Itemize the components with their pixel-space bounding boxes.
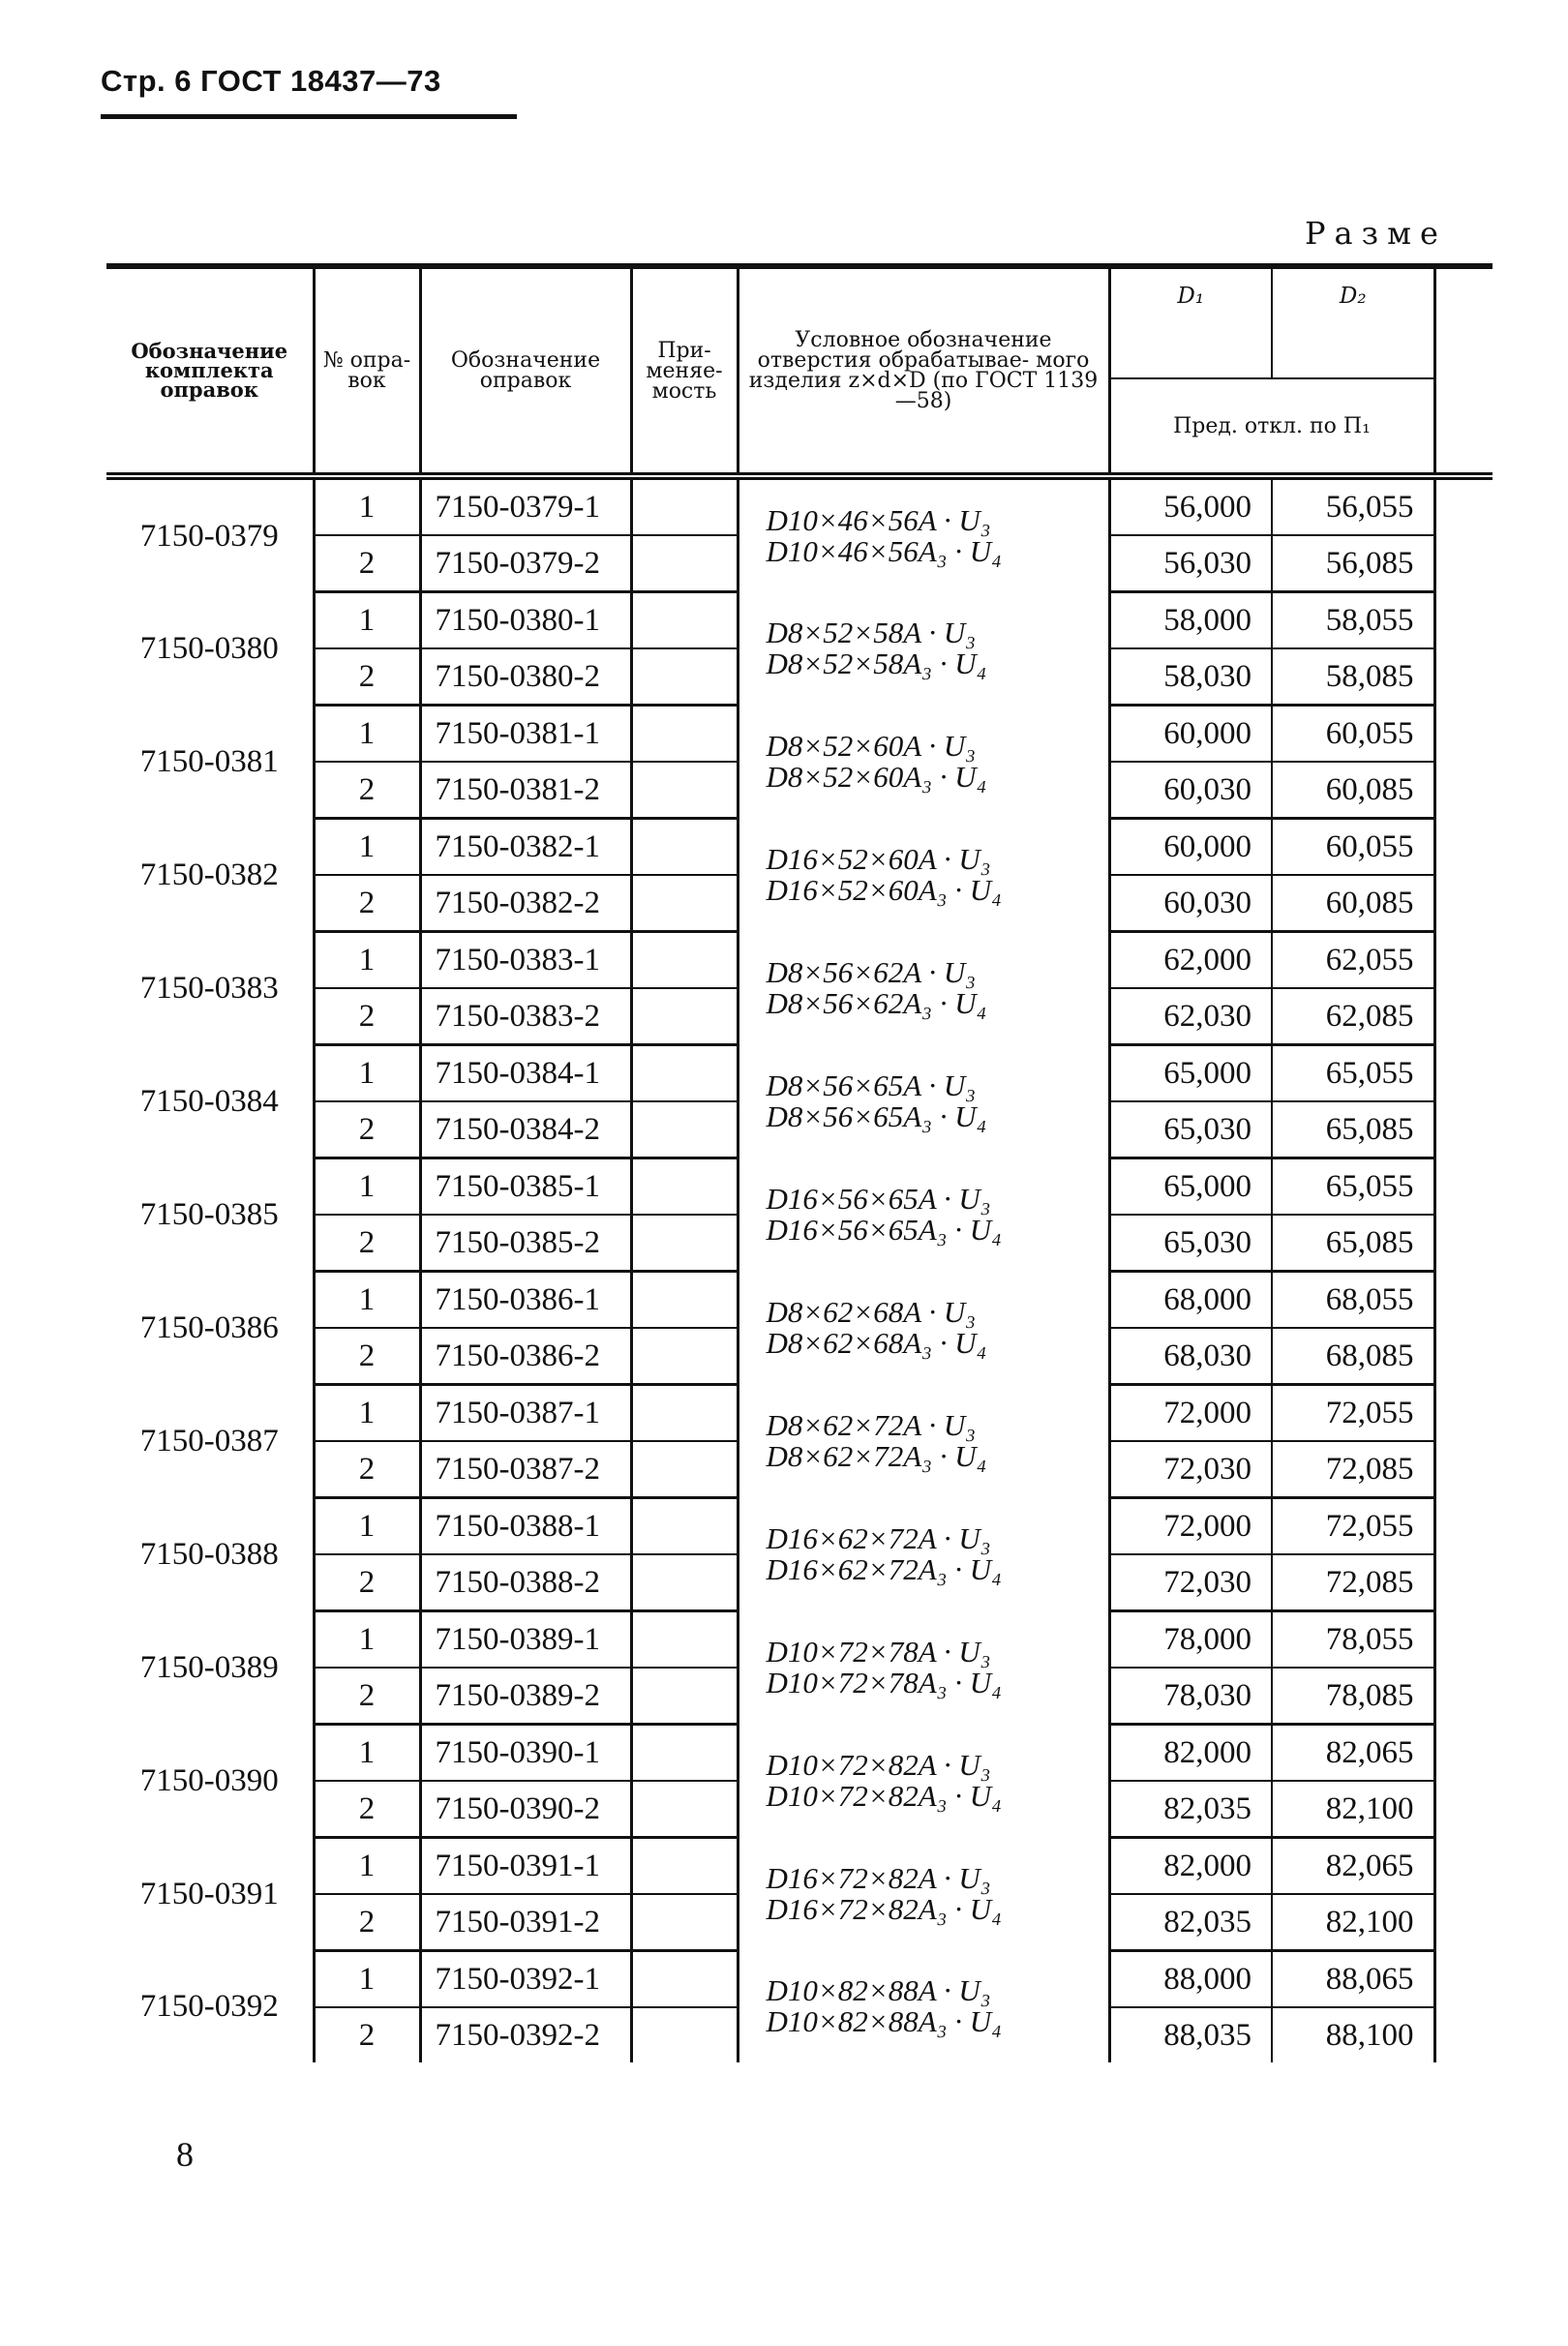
blank-cell (1434, 648, 1493, 706)
table-row (106, 1498, 1493, 1555)
mandrel-designation: 7150-0380-1 (420, 592, 631, 649)
mandrel-designation: 7150-0392-2 (420, 2007, 631, 2062)
table-row (106, 1838, 1493, 1895)
col-kit-header: Обозначение комплекта оправок (106, 266, 314, 476)
mandrel-number: 2 (314, 988, 420, 1045)
blank-cell (1434, 535, 1493, 592)
table-row (106, 1272, 1493, 1329)
d1-value: 88,035 (1109, 2007, 1272, 2062)
d2-value: 56,055 (1272, 476, 1434, 535)
section-label: Разме (1305, 215, 1447, 252)
col-blank-header (1434, 266, 1493, 476)
d1-value: 60,000 (1109, 706, 1272, 763)
hole-designation (738, 819, 1109, 932)
hole-designation-line: D16×52×60A₃ · U₄ (766, 873, 1002, 907)
blank-cell (1434, 1101, 1493, 1158)
applicability-cell (631, 1668, 738, 1725)
mandrel-designation: 7150-0389-1 (420, 1611, 631, 1669)
applicability-cell (631, 1328, 738, 1385)
hole-designation-line: D8×52×58A₃ · U₄ (766, 647, 987, 680)
hole-designation (738, 1725, 1109, 1838)
header-rule (101, 114, 517, 119)
kit-designation: 7150-0389 (139, 1650, 279, 1685)
table-row (106, 706, 1493, 763)
mandrel-number: 1 (314, 1045, 420, 1102)
hole-designation (738, 1838, 1109, 1951)
kit-designation: 7150-0385 (139, 1197, 279, 1232)
table-row (106, 1158, 1493, 1216)
hole-designation-line: D16×52×60A · U₃ (766, 842, 991, 876)
mandrel-number: 2 (314, 535, 420, 592)
hole-designation (738, 592, 1109, 706)
dimensions-table (106, 263, 1493, 2062)
d1-value: 72,000 (1109, 1385, 1272, 1442)
d1-value: 65,000 (1109, 1158, 1272, 1216)
d2-value: 72,055 (1272, 1385, 1434, 1442)
kit-designation: 7150-0382 (139, 857, 279, 892)
mandrel-designation: 7150-0384-2 (420, 1101, 631, 1158)
d1-value: 60,030 (1109, 762, 1272, 819)
blank-cell (1434, 1951, 1493, 2008)
hole-designation (738, 1385, 1109, 1498)
mandrel-designation: 7150-0386-2 (420, 1328, 631, 1385)
kit-designation: 7150-0391 (139, 1877, 279, 1911)
applicability-cell (631, 1498, 738, 1555)
mandrel-designation: 7150-0380-2 (420, 648, 631, 706)
d2-value: 72,085 (1272, 1554, 1434, 1611)
applicability-cell (631, 706, 738, 763)
col-num-header: № опра- вок (314, 266, 420, 476)
kit-designation: 7150-0384 (139, 1084, 279, 1119)
kit-designation: 7150-0387 (139, 1424, 279, 1459)
hole-designation-line: D8×52×60A · U₃ (766, 729, 977, 763)
hole-designation-line: D16×56×65A₃ · U₄ (766, 1213, 1002, 1247)
blank-cell (1434, 1554, 1493, 1611)
hole-designation (738, 1611, 1109, 1725)
applicability-cell (631, 875, 738, 932)
applicability-cell (631, 1894, 738, 1951)
col-tolerance-header: Пред. откл. по П₁ (1109, 378, 1434, 476)
blank-cell (1434, 1045, 1493, 1102)
table-row (106, 1045, 1493, 1102)
hole-designation-line: D8×62×72A · U₃ (766, 1408, 977, 1442)
mandrel-number: 1 (314, 932, 420, 989)
d1-value: 72,030 (1109, 1554, 1272, 1611)
hole-designation-line: D8×56×62A₃ · U₄ (766, 986, 987, 1020)
mandrel-designation: 7150-0388-1 (420, 1498, 631, 1555)
blank-cell (1434, 932, 1493, 989)
d1-value: 88,000 (1109, 1951, 1272, 2008)
kit-designation: 7150-0383 (139, 971, 279, 1006)
applicability-cell (631, 1272, 738, 1329)
blank-cell (1434, 1781, 1493, 1838)
d2-value: 88,065 (1272, 1951, 1434, 2008)
blank-cell (1434, 1894, 1493, 1951)
mandrel-designation: 7150-0382-2 (420, 875, 631, 932)
d2-value: 72,085 (1272, 1441, 1434, 1498)
mandrel-number: 1 (314, 1951, 420, 2008)
applicability-cell (631, 1045, 738, 1102)
applicability-cell (631, 1215, 738, 1272)
mandrel-designation: 7150-0387-1 (420, 1385, 631, 1442)
hole-designation-line: D10×82×88A₃ · U₄ (766, 2004, 1002, 2039)
table-row (106, 819, 1493, 876)
mandrel-designation: 7150-0391-2 (420, 1894, 631, 1951)
applicability-cell (631, 1951, 738, 2008)
d1-value: 56,030 (1109, 535, 1272, 592)
mandrel-designation: 7150-0392-1 (420, 1951, 631, 2008)
mandrel-designation: 7150-0381-1 (420, 706, 631, 763)
applicability-cell (631, 819, 738, 876)
applicability-cell (631, 932, 738, 989)
blank-cell (1434, 1838, 1493, 1895)
hole-designation-line: D10×46×56A · U₃ (766, 502, 991, 537)
blank-cell (1434, 2007, 1493, 2062)
d2-value: 65,085 (1272, 1101, 1434, 1158)
mandrel-designation: 7150-0391-1 (420, 1838, 631, 1895)
hole-designation-line: D10×72×78A · U₃ (766, 1635, 991, 1669)
mandrel-number: 2 (314, 762, 420, 819)
blank-cell (1434, 988, 1493, 1045)
blank-cell (1434, 762, 1493, 819)
hole-designation-line: D8×56×65A₃ · U₄ (766, 1099, 987, 1133)
d1-value: 68,000 (1109, 1272, 1272, 1329)
mandrel-number: 2 (314, 875, 420, 932)
mandrel-designation: 7150-0388-2 (420, 1554, 631, 1611)
blank-cell (1434, 1498, 1493, 1555)
d1-value: 58,000 (1109, 592, 1272, 649)
hole-designation-line: D8×52×58A · U₃ (766, 616, 977, 649)
col-d2-header: D₂ (1272, 266, 1434, 378)
hole-designation-line: D8×56×62A · U₃ (766, 955, 977, 989)
blank-cell (1434, 592, 1493, 649)
blank-cell (1434, 1441, 1493, 1498)
hole-designation-line: D10×82×88A · U₃ (766, 1973, 991, 2008)
mandrel-designation: 7150-0384-1 (420, 1045, 631, 1102)
mandrel-number: 2 (314, 1101, 420, 1158)
d2-value: 60,085 (1272, 875, 1434, 932)
hole-designation (738, 1045, 1109, 1158)
applicability-cell (631, 1781, 738, 1838)
d1-value: 62,030 (1109, 988, 1272, 1045)
page-number: 8 (176, 2135, 194, 2174)
table-row (106, 1385, 1493, 1442)
applicability-cell (631, 988, 738, 1045)
applicability-cell (631, 762, 738, 819)
mandrel-number: 1 (314, 819, 420, 876)
mandrel-number: 2 (314, 1554, 420, 1611)
d1-value: 82,035 (1109, 1781, 1272, 1838)
d2-value: 60,085 (1272, 762, 1434, 819)
hole-designation-line: D10×72×78A₃ · U₄ (766, 1666, 1002, 1699)
mandrel-designation: 7150-0386-1 (420, 1272, 631, 1329)
hole-designation (738, 1158, 1109, 1272)
d1-value: 58,030 (1109, 648, 1272, 706)
table-row (106, 932, 1493, 989)
d1-value: 68,030 (1109, 1328, 1272, 1385)
d2-value: 65,085 (1272, 1215, 1434, 1272)
hole-designation-line: D8×62×72A₃ · U₄ (766, 1439, 987, 1473)
d1-value: 82,035 (1109, 1894, 1272, 1951)
hole-designation-line: D8×62×68A · U₃ (766, 1295, 977, 1329)
d2-value: 58,085 (1272, 648, 1434, 706)
mandrel-designation: 7150-0389-2 (420, 1668, 631, 1725)
blank-cell (1434, 706, 1493, 763)
mandrel-number: 1 (314, 476, 420, 535)
d2-value: 65,055 (1272, 1158, 1434, 1216)
d2-value: 82,100 (1272, 1781, 1434, 1838)
table-row (106, 476, 1493, 535)
mandrel-designation: 7150-0385-2 (420, 1215, 631, 1272)
d2-value: 78,055 (1272, 1611, 1434, 1669)
hole-designation (738, 1951, 1109, 2063)
kit-designation: 7150-0381 (139, 744, 279, 779)
mandrel-number: 2 (314, 1894, 420, 1951)
mandrel-designation: 7150-0387-2 (420, 1441, 631, 1498)
col-d1-header: D₁ (1109, 266, 1272, 378)
table-row (106, 1725, 1493, 1782)
blank-cell (1434, 1668, 1493, 1725)
kit-designation: 7150-0390 (139, 1763, 279, 1798)
mandrel-number: 1 (314, 1272, 420, 1329)
d1-value: 78,030 (1109, 1668, 1272, 1725)
blank-cell (1434, 476, 1493, 535)
d2-value: 72,055 (1272, 1498, 1434, 1555)
d2-value: 68,085 (1272, 1328, 1434, 1385)
d1-value: 60,000 (1109, 819, 1272, 876)
applicability-cell (631, 1838, 738, 1895)
applicability-cell (631, 1385, 738, 1442)
kit-designation: 7150-0388 (139, 1537, 279, 1572)
mandrel-designation: 7150-0390-1 (420, 1725, 631, 1782)
hole-designation (738, 706, 1109, 819)
hole-designation-line: D16×72×82A · U₃ (766, 1861, 991, 1895)
d2-value: 68,055 (1272, 1272, 1434, 1329)
applicability-cell (631, 535, 738, 592)
blank-cell (1434, 1611, 1493, 1669)
kit-designation: 7150-0379 (106, 476, 314, 592)
hole-designation (738, 1498, 1109, 1611)
mandrel-number: 1 (314, 706, 420, 763)
applicability-cell (631, 2007, 738, 2062)
blank-cell (1434, 1272, 1493, 1329)
d1-value: 82,000 (1109, 1838, 1272, 1895)
hole-designation-line: D16×62×72A₃ · U₄ (766, 1552, 1002, 1586)
applicability-cell (631, 476, 738, 535)
mandrel-designation: 7150-0390-2 (420, 1781, 631, 1838)
mandrel-number: 2 (314, 1441, 420, 1498)
d1-value: 72,000 (1109, 1498, 1272, 1555)
blank-cell (1434, 875, 1493, 932)
d2-value: 78,085 (1272, 1668, 1434, 1725)
applicability-cell (631, 1725, 738, 1782)
d1-value: 56,000 (1109, 476, 1272, 535)
blank-cell (1434, 819, 1493, 876)
table-row (106, 1951, 1493, 2008)
col-applicability-header: При- меняе- мость (631, 266, 738, 476)
mandrel-number: 1 (314, 1385, 420, 1442)
d1-value: 72,030 (1109, 1441, 1272, 1498)
col-designation-header: Условное обозначение отверстия обрабатывае- мого изделия z×d×D (по ГОСТ 1139—58) (738, 266, 1109, 476)
applicability-cell (631, 1158, 738, 1216)
d1-value: 65,000 (1109, 1045, 1272, 1102)
col-mandrel-header: Обозначение оправок (420, 266, 631, 476)
applicability-cell (631, 648, 738, 706)
mandrel-designation: 7150-0385-1 (420, 1158, 631, 1216)
applicability-cell (631, 1554, 738, 1611)
hole-designation-line: D8×52×60A₃ · U₄ (766, 760, 987, 794)
table-row (106, 1611, 1493, 1669)
mandrel-number: 2 (314, 1668, 420, 1725)
mandrel-number: 2 (314, 648, 420, 706)
mandrel-number: 2 (314, 1328, 420, 1385)
mandrel-number: 2 (314, 1781, 420, 1838)
d1-value: 62,000 (1109, 932, 1272, 989)
mandrel-designation: 7150-0383-2 (420, 988, 631, 1045)
hole-designation-line: D8×62×68A₃ · U₄ (766, 1326, 987, 1360)
mandrel-number: 1 (314, 1611, 420, 1669)
mandrel-designation: 7150-0383-1 (420, 932, 631, 989)
applicability-cell (631, 1441, 738, 1498)
mandrel-designation: 7150-0382-1 (420, 819, 631, 876)
hole-designation-line: D10×46×56A₃ · U₄ (766, 533, 1002, 568)
d1-value: 78,000 (1109, 1611, 1272, 1669)
mandrel-number: 1 (314, 1725, 420, 1782)
hole-designation (738, 476, 1109, 592)
d2-value: 82,065 (1272, 1725, 1434, 1782)
mandrel-designation: 7150-0379-2 (420, 535, 631, 592)
hole-designation-line: D16×56×65A · U₃ (766, 1182, 991, 1216)
applicability-cell (631, 1101, 738, 1158)
d1-value: 65,030 (1109, 1101, 1272, 1158)
d2-value: 62,055 (1272, 932, 1434, 989)
d2-value: 62,085 (1272, 988, 1434, 1045)
mandrel-number: 2 (314, 1215, 420, 1272)
mandrel-number: 1 (314, 1838, 420, 1895)
kit-designation: 7150-0392 (139, 1989, 279, 2025)
blank-cell (1434, 1158, 1493, 1216)
table-body (106, 476, 1493, 2062)
applicability-cell (631, 1611, 738, 1669)
hole-designation-line: D16×62×72A · U₃ (766, 1521, 991, 1555)
d2-value: 60,055 (1272, 706, 1434, 763)
d2-value: 60,055 (1272, 819, 1434, 876)
d2-value: 56,085 (1272, 535, 1434, 592)
d1-value: 82,000 (1109, 1725, 1272, 1782)
hole-designation-line: D8×56×65A · U₃ (766, 1068, 977, 1102)
kit-designation: 7150-0380 (139, 631, 279, 666)
blank-cell (1434, 1328, 1493, 1385)
d2-value: 82,100 (1272, 1894, 1434, 1951)
mandrel-number: 1 (314, 1498, 420, 1555)
hole-designation (738, 932, 1109, 1045)
hole-designation-line: D10×72×82A₃ · U₄ (766, 1779, 1002, 1813)
d1-value: 60,030 (1109, 875, 1272, 932)
applicability-cell (631, 592, 738, 649)
mandrel-designation: 7150-0381-2 (420, 762, 631, 819)
blank-cell (1434, 1725, 1493, 1782)
hole-designation-line: D16×72×82A₃ · U₄ (766, 1892, 1002, 1926)
hole-designation-line: D10×72×82A · U₃ (766, 1748, 991, 1782)
d2-value: 58,055 (1272, 592, 1434, 649)
mandrel-number: 1 (314, 1158, 420, 1216)
kit-designation: 7150-0386 (139, 1310, 279, 1345)
d2-value: 65,055 (1272, 1045, 1434, 1102)
d2-value: 82,065 (1272, 1838, 1434, 1895)
d2-value: 88,100 (1272, 2007, 1434, 2062)
mandrel-number: 1 (314, 592, 420, 649)
page-header: Стр. 6 ГОСТ 18437—73 (101, 64, 441, 98)
d1-value: 65,030 (1109, 1215, 1272, 1272)
mandrel-number: 2 (314, 2007, 420, 2062)
blank-cell (1434, 1385, 1493, 1442)
hole-designation (738, 1272, 1109, 1385)
blank-cell (1434, 1215, 1493, 1272)
table-row (106, 592, 1493, 649)
mandrel-designation: 7150-0379-1 (420, 476, 631, 535)
